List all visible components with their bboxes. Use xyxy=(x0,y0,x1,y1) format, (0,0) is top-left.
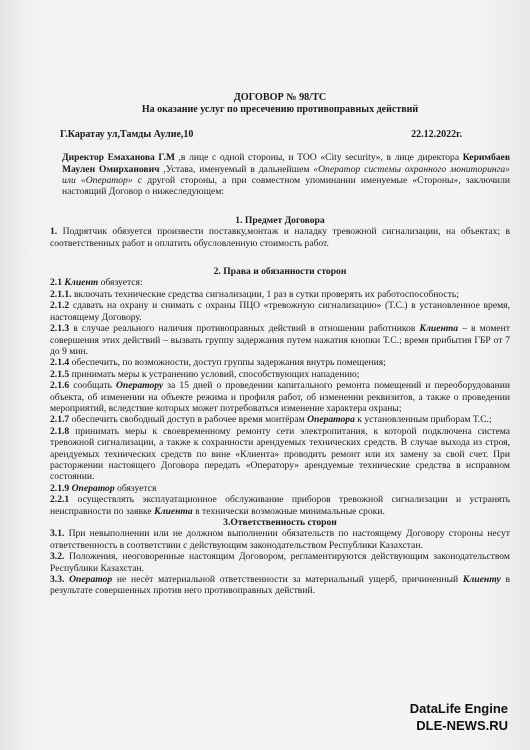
clause-text: в случае реального наличия противоправных действий в отношении работников xyxy=(69,323,420,335)
intro-text-2: ,Устава, именуемый в дальнейшем xyxy=(159,163,314,175)
clause-text: за 15 дней о проведении капитального ремонта помещений и переоборудовании объекта, об изменении на объекте режима и профиля работ, об изменении реквизитов, а также о проведении мероприятий, вследствие которых может потребоваться изменение характера охраны; xyxy=(50,380,510,414)
watermark-line-1: DataLife Engine xyxy=(409,701,508,716)
clause-2-1-3 xyxy=(50,323,510,357)
role-client: Клиента xyxy=(154,505,193,517)
clause-3-3 xyxy=(50,574,510,597)
role-client: Клиенту xyxy=(462,574,501,586)
director-client: Директор Емаханова Г.М xyxy=(62,152,175,164)
clause-number: 3.3. xyxy=(50,574,65,586)
clause-text: принимать меры к устранению условий, способствующих нападению; xyxy=(69,368,360,380)
role-operator: Оператор xyxy=(71,482,115,494)
section-1-title: 1. Предмет Договора xyxy=(235,214,325,226)
contract-place: Г.Каратау ул,Тамды Аулие,10 xyxy=(60,128,194,140)
clause-text: обеспечить, по возможности, доступ группы задержания внутрь помещения; xyxy=(69,357,386,369)
clause-2-1-8 xyxy=(50,426,510,483)
clause-text: обеспечить свободный доступ в рабочее время монтёрам xyxy=(69,414,308,426)
clause-2-1-1 xyxy=(50,289,510,300)
clause-text: в результате совершенных против него противоправных действий. xyxy=(50,574,510,597)
contract-title: ДОГОВОР № 98/ТС xyxy=(233,92,327,103)
clause-3-1 xyxy=(50,528,510,551)
clause-number: 2.2.1 xyxy=(50,494,70,506)
clause-text: к установленным приборам Т.С.; xyxy=(354,414,492,426)
role-client: Клиент xyxy=(64,277,99,289)
role-operator: Оператору xyxy=(116,380,164,392)
clause-text: Положения, неоговоренные настоящим Договором, регламентируются действующим законодательством Республики Казахстан. xyxy=(50,551,510,574)
contract-subtitle: На оказание услуг по пресечению противоправных действий xyxy=(141,104,419,116)
intro-paragraph xyxy=(50,152,510,198)
clause-text: не несёт материальной ответственности за материальный ущерб, причиненный xyxy=(112,574,463,586)
clause-text: обязуется xyxy=(114,482,157,494)
intro-text-1: ,в лице с одной стороны, и ТОО «City security», в лице директора xyxy=(174,152,463,164)
clause-number: 2.1.8 xyxy=(50,425,70,437)
clause-number: 2.1.4 xyxy=(50,357,70,369)
clause-2-2-1 xyxy=(50,494,510,517)
section-3-title: 3.Ответственность сторон xyxy=(223,517,337,528)
clause-2-1-7 xyxy=(50,414,510,425)
place-date-row xyxy=(50,129,510,140)
clause-number: 2.1.2 xyxy=(50,300,70,312)
clause-text: При невыполнении или не должном выполнении обязательств по настоящему Договору стороны несут ответственность в соответствии с действующим законодательством Республики Казахстан. xyxy=(50,528,510,551)
clause-text: обязуется: xyxy=(98,277,143,289)
clause-2-1-4 xyxy=(50,357,510,368)
clause-number: 3.2. xyxy=(50,551,65,563)
role-client: Клиента xyxy=(419,323,459,335)
director-operator: Керимбаев Маулен Омирханович xyxy=(62,152,510,175)
intro-text-3: с другой стороны, а при совместном упоминании именуемые «Стороны», заключили настоящий Договор о нижеследующем: xyxy=(62,175,510,198)
contract-date: 22.12.2022г. xyxy=(411,128,462,140)
clause-text: сообщать xyxy=(69,380,116,392)
clause-number: 2.1 xyxy=(50,277,62,289)
operator-definition: «Оператор системы охранного мониторинга» или «Оператор» xyxy=(62,163,510,187)
contract-document xyxy=(50,92,510,597)
section-1-number: 1. xyxy=(50,226,58,238)
clause-2-1-9-heading xyxy=(50,483,510,494)
clause-text: в технически возможные минимальные сроки. xyxy=(192,505,385,517)
clause-text: принимать меры к своевременному ремонту сети электропитания, к которой подключена система тревожной сигнализации, а также к сохранности арендуемых технических средств. В случае выхода из строя, арендуемых технических средств по вине «Клиента» проводить ремонт или их замену за свой счет. При расторжении настоящего Договора передать «Оператору» арендуемые технические средства в исправном состоянии. xyxy=(50,425,510,483)
clause-number: 3.1. xyxy=(50,528,65,540)
clause-number: 2.1.5 xyxy=(50,368,70,380)
clause-2-1-2 xyxy=(50,300,510,323)
section-1-body: Подрятчик обязуется произвести поставку,монтаж и наладку тревожной сигнализации, на объектах; в соответственных работ и оплатить обусловленную стоимость работ. xyxy=(50,226,510,249)
clause-2-1-6 xyxy=(50,380,510,414)
section-1-text xyxy=(50,226,510,249)
clause-number: 2.1.7 xyxy=(50,414,70,426)
clause-text: включать технические средства сигнализации, 1 раз в сутки проверять их работоспособность; xyxy=(71,288,459,300)
section-2-title: 2. Права и обязанности сторон xyxy=(213,266,347,278)
watermark xyxy=(410,700,508,734)
role-operator: Оператора xyxy=(307,414,355,426)
clause-number: 2.1.6 xyxy=(50,380,70,392)
clause-number: 2.1.1. xyxy=(50,288,72,300)
clause-text: сдавать на охрану и снимать с охраны ПЦО «тревожную сигнализацию» (Т.С.) в установленное время, настоящему Договору. xyxy=(50,300,510,323)
role-operator: Оператор xyxy=(69,574,113,586)
clause-text: – в момент совершения этих действий – вызвать группу задержания путем нажатия кнопки Т.С.; время прибытия ГБР от 7 до 9 мин. xyxy=(50,323,510,357)
clause-text: осуществлять эксплуатационное обслуживание приборов тревожной сигнализации и устранять неисправности по заявке xyxy=(50,494,510,517)
clause-number: 2.1.3 xyxy=(50,323,70,335)
clause-2-1-heading xyxy=(50,277,510,288)
clause-number: 2.1.9 xyxy=(50,482,70,494)
watermark-line-2: DLE-NEWS.RU xyxy=(416,718,508,733)
clause-2-1-5 xyxy=(50,369,510,380)
clause-3-2 xyxy=(50,551,510,574)
